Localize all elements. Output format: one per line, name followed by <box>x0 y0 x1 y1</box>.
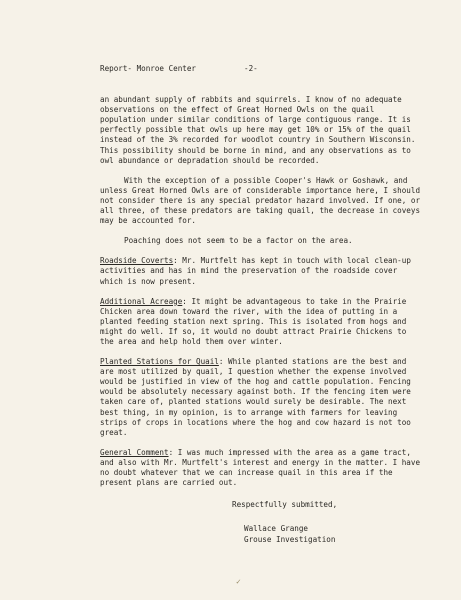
page-number: -2- <box>244 64 258 73</box>
paper-mark-icon: ✓ <box>236 577 241 586</box>
section-planted-stations <box>100 357 421 438</box>
signature-title: Grouse Investigation <box>244 534 336 544</box>
paragraph-predators: With the exception of a possible Cooper's Hawk or Goshawk, and unless Great Horned Owls are of considerable importance here, I should not consider there is any special predator hazard involved. If one, or all three, of these predators are taking quail, the decrease in coveys may be accounted for. <box>100 175 421 226</box>
section-heading: General Comment <box>100 447 169 457</box>
section-text: : It might be advantageous to take in the Prairie Chicken area down toward the river, with the idea of putting in a planted feeding station next spring. This is isolated from hogs and might do well. If so, it would no doubt attract Prairie Chickens to the area and help hold them over winter. <box>100 296 407 346</box>
signature-block <box>244 524 421 545</box>
section-heading: Additional Acreage <box>100 296 183 306</box>
section-text: : Mr. Murtfelt has kept in touch with local clean-up activities and has in mind the preservation of the roadside cover which is now present. <box>100 256 411 286</box>
signature-name: Wallace Grange <box>244 524 309 534</box>
paragraph-poaching: Poaching does not seem to be a factor on the area. <box>124 236 353 246</box>
section-general-comment <box>100 448 421 488</box>
closing-line: Respectfully submitted, <box>232 500 338 510</box>
section-text: : While planted stations are the best and are most utilized by quail, I question whether the expense involved would be justified in view of the hog and cattle population. Fencing would be absolutely necessary against both. If the fencing item were taken care of, planted stations would surely be desirable. The next best thing, in my opinion, is to arrange with farmers for leaving strips of crops in locations where the hog and cow hazard is not too great. <box>100 357 411 437</box>
section-heading: Planted Stations for Quail <box>100 357 219 367</box>
report-title: Report- Monroe Center <box>100 64 197 73</box>
paragraph-owls: an abundant supply of rabbits and squirrels. I know of no adequate observations on the effect of Great Horned Owls on the quail population under similar conditions of large contiguous range. It is perfectly possible that owls up here may get 10% or 15% of the quail instead of the 3% recorded for woodlot country in Southern Wisconsin. This possibility should be borne in mind, and any observations as to owl abundance or depradation should be recorded. <box>100 95 416 165</box>
section-additional-acreage <box>100 297 421 347</box>
section-heading: Roadside Coverts <box>100 256 174 266</box>
section-text: : I was much impressed with the area as a game tract, and also with Mr. Murtfelt's interest and energy in the matter. I have no doubt whatever that we can increase quail in this area if the present plans are carried out. <box>100 447 421 488</box>
section-roadside-coverts <box>100 256 421 286</box>
page-header <box>100 64 421 74</box>
